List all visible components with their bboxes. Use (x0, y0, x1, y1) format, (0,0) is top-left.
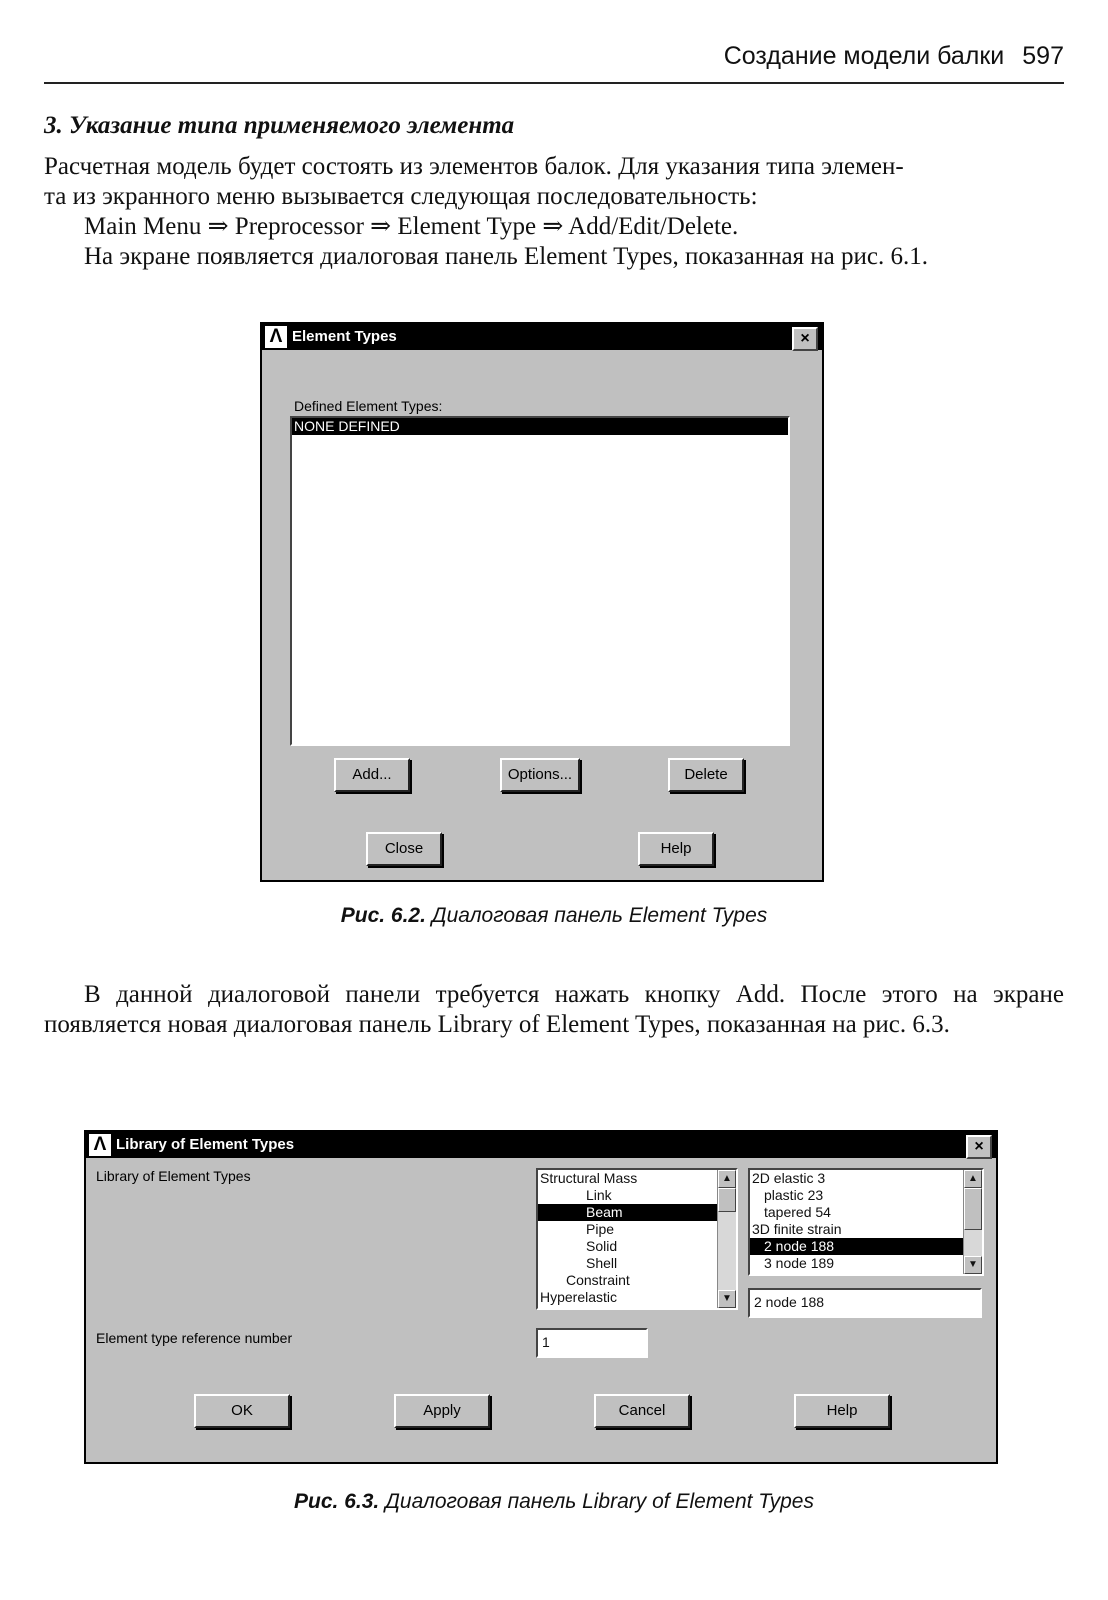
help-button[interactable]: Help (638, 832, 714, 866)
paragraph-add: В данной диалоговой панели требуется нажать кнопку Add. После этого на экране появляется новая диалоговая панель Library of Element Types, показанная на рис. 6.3. (44, 981, 1064, 1038)
element-type-list[interactable] (748, 1168, 984, 1276)
list-item[interactable]: 3D finite strain (752, 1221, 842, 1237)
dialog-title: Library of Element Types (116, 1136, 295, 1153)
cancel-button[interactable]: Cancel (594, 1394, 690, 1428)
figure-label: Рис. 6.2. (340, 904, 426, 927)
close-icon[interactable]: × (792, 327, 818, 351)
figure-caption-text: Диалоговая панель Element Types (431, 904, 768, 927)
figure-caption-text: Диалоговая панель Library of Element Types (385, 1490, 814, 1513)
help-button[interactable]: Help (794, 1394, 890, 1428)
list-item[interactable]: tapered 54 (764, 1204, 831, 1220)
ansys-logo-icon: Λ (89, 1134, 111, 1156)
options-button[interactable]: Options... (500, 758, 580, 792)
list-item[interactable]: 3 node 189 (764, 1255, 835, 1271)
close-button[interactable]: Close (366, 832, 442, 866)
close-icon[interactable]: × (966, 1135, 992, 1159)
menu-path: Main Menu ⇒ Preprocessor ⇒ Element Type ⇒ Add/Edit/Delete. (84, 213, 739, 240)
list-item[interactable]: plastic 23 (764, 1187, 824, 1203)
dialog-title: Element Types (292, 328, 397, 345)
ok-button[interactable]: OK (194, 1394, 290, 1428)
figure-label: Рис. 6.3. (294, 1490, 380, 1513)
scroll-up-icon[interactable]: ▲ (718, 1170, 736, 1188)
running-title: Создание модели балки (723, 42, 1005, 70)
dialog-titlebar (86, 1132, 996, 1158)
defined-types-label: Defined Element Types: (294, 398, 443, 414)
library-element-types-dialog (84, 1130, 998, 1464)
figure-caption (0, 1490, 1108, 1514)
page-number: 597 (1022, 42, 1064, 70)
list-item[interactable]: Link (586, 1187, 612, 1203)
defined-types-list[interactable] (290, 416, 790, 746)
element-types-dialog (260, 322, 824, 882)
paragraph-dialog-appears: На экране появляется диалоговая панель Element Types, показанная на рис. 6.1. (84, 243, 929, 270)
list-item[interactable]: Shell (586, 1255, 618, 1271)
list-item[interactable]: Structural Mass (540, 1170, 638, 1186)
scroll-thumb[interactable] (718, 1188, 736, 1212)
paragraph-intro (44, 152, 1064, 272)
category-list[interactable] (536, 1168, 738, 1310)
figure-caption (0, 904, 1108, 928)
scrollbar[interactable] (717, 1170, 736, 1308)
dialog-titlebar (262, 324, 822, 350)
scrollbar[interactable] (963, 1170, 982, 1274)
list-item[interactable]: NONE DEFINED (292, 418, 788, 435)
paragraph-intro-line: та из экранного меню вызывается следующая последовательность: (44, 183, 758, 210)
list-item[interactable]: Solid (586, 1238, 618, 1254)
paragraph-intro-line: Расчетная модель будет состоять из элементов балок. Для указания типа элемен- (44, 153, 904, 180)
ref-number-label: Element type reference number (96, 1330, 293, 1346)
scroll-up-icon[interactable]: ▲ (964, 1170, 982, 1188)
list-item[interactable]: Hyperelastic (540, 1289, 618, 1305)
selected-type-field[interactable]: 2 node 188 (748, 1288, 982, 1318)
list-item-selected[interactable]: 2 node 188 (750, 1238, 982, 1255)
scroll-down-icon[interactable]: ▼ (964, 1256, 982, 1274)
ansys-logo-icon: Λ (265, 326, 287, 348)
list-item[interactable]: 2D elastic 3 (752, 1170, 826, 1186)
add-button[interactable]: Add... (334, 758, 410, 792)
scroll-thumb[interactable] (964, 1188, 982, 1230)
delete-button[interactable]: Delete (668, 758, 744, 792)
list-item-selected[interactable]: Beam (538, 1204, 736, 1221)
list-item[interactable]: Constraint (566, 1272, 630, 1288)
apply-button[interactable]: Apply (394, 1394, 490, 1428)
section-title: 3. Указание типа применяемого элемента (44, 112, 515, 139)
list-item[interactable]: Pipe (586, 1221, 615, 1237)
scroll-down-icon[interactable]: ▼ (718, 1290, 736, 1308)
page-header (44, 38, 1064, 84)
library-label: Library of Element Types (96, 1168, 251, 1184)
ref-number-input[interactable]: 1 (536, 1328, 648, 1358)
